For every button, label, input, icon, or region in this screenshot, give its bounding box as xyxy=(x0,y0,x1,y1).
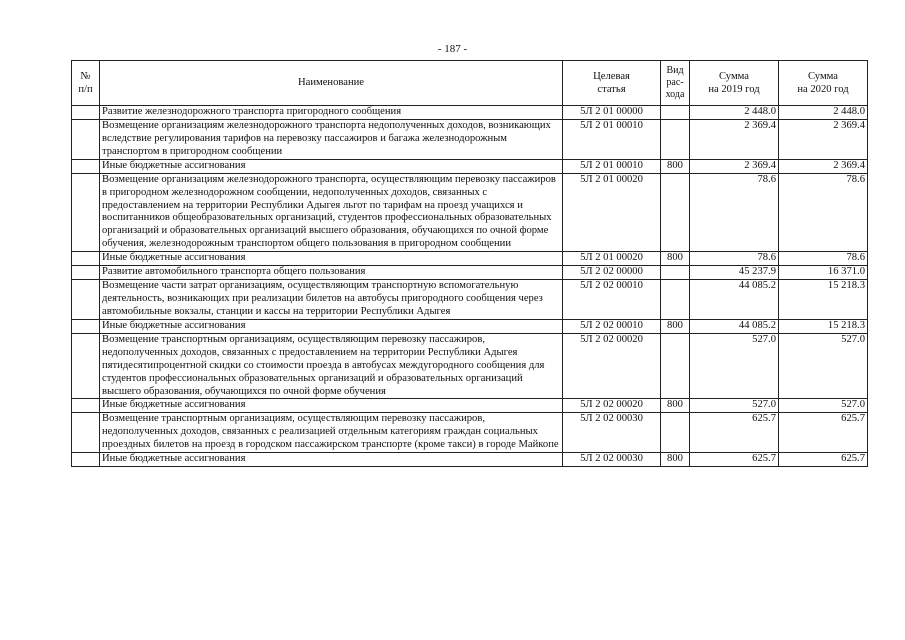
cell-name: Иные бюджетные ассигнования xyxy=(100,399,563,413)
table-row xyxy=(72,106,868,120)
header-sum-2019: Сумма на 2019 год xyxy=(690,61,779,106)
table-row xyxy=(72,120,868,160)
cell-num xyxy=(72,399,100,413)
header-code: Целевая статья xyxy=(563,61,661,106)
cell-sum-2020: 2 448.0 xyxy=(779,106,868,120)
cell-name: Иные бюджетные ассигнования xyxy=(100,252,563,266)
cell-code: 5Л 2 01 00020 xyxy=(563,173,661,251)
cell-sum-2019: 527.0 xyxy=(690,333,779,399)
cell-num xyxy=(72,252,100,266)
cell-name: Развитие автомобильного транспорта общего пользования xyxy=(100,266,563,280)
cell-name: Возмещение организациям железнодорожного транспорта, осуществляющим перевозку пассажиров в пригородном железнодорожном сообщении, недополученных доходов, связанных с предоставлением на территории Республики Адыгея льгот по тарифам на проезд учащихся и воспитанников общеобразовательных организаций, студентов профессиональных образовательных организаций и образовательных организаций высшего образования, обучающихся по очной форме обучения, железнодорожным транспортом общего пользования в пригородном сообщении xyxy=(100,173,563,251)
cell-name: Иные бюджетные ассигнования xyxy=(100,453,563,467)
cell-sum-2020: 15 218.3 xyxy=(779,319,868,333)
cell-vid xyxy=(661,120,690,160)
cell-num xyxy=(72,280,100,320)
cell-sum-2019: 2 448.0 xyxy=(690,106,779,120)
table-row xyxy=(72,173,868,251)
cell-vid: 800 xyxy=(661,399,690,413)
table-row xyxy=(72,333,868,399)
cell-num xyxy=(72,159,100,173)
cell-vid: 800 xyxy=(661,252,690,266)
cell-code: 5Л 2 01 00020 xyxy=(563,252,661,266)
cell-sum-2019: 527.0 xyxy=(690,399,779,413)
cell-sum-2019: 625.7 xyxy=(690,453,779,467)
cell-sum-2020: 2 369.4 xyxy=(779,120,868,160)
table-header-row xyxy=(72,61,868,106)
cell-name: Возмещение транспортным организациям, осуществляющим перевозку пассажиров, недополученных доходов, связанных с предоставлением на территории Республики Адыгея пятидесятипроцентной скидки со стоимости проезда в автобусах междугородного сообщения для студентов профессиональных образовательных организаций и образовательных организаций высшего образования, обучающихся по очной форме обучения xyxy=(100,333,563,399)
cell-sum-2019: 625.7 xyxy=(690,413,779,453)
cell-code: 5Л 2 02 00030 xyxy=(563,413,661,453)
cell-sum-2020: 78.6 xyxy=(779,252,868,266)
cell-sum-2020: 15 218.3 xyxy=(779,280,868,320)
cell-num xyxy=(72,173,100,251)
cell-num xyxy=(72,106,100,120)
table-row xyxy=(72,413,868,453)
cell-sum-2020: 625.7 xyxy=(779,413,868,453)
cell-vid: 800 xyxy=(661,159,690,173)
cell-sum-2019: 78.6 xyxy=(690,252,779,266)
cell-name: Иные бюджетные ассигнования xyxy=(100,159,563,173)
cell-sum-2019: 44 085.2 xyxy=(690,280,779,320)
cell-num xyxy=(72,453,100,467)
header-num: № п/п xyxy=(72,61,100,106)
header-sum-2020: Сумма на 2020 год xyxy=(779,61,868,106)
cell-sum-2020: 16 371.0 xyxy=(779,266,868,280)
cell-vid xyxy=(661,333,690,399)
cell-code: 5Л 2 02 00020 xyxy=(563,399,661,413)
cell-code: 5Л 2 02 00000 xyxy=(563,266,661,280)
cell-name: Возмещение части затрат организациям, осуществляющим транспортную вспомогательную деятельность, возникающих при реализации билетов на автобусы пригородного сообщения через автомобильные вокзалы, станции и кассы на территории Республики Адыгея xyxy=(100,280,563,320)
table-row xyxy=(72,159,868,173)
cell-name: Иные бюджетные ассигнования xyxy=(100,319,563,333)
cell-name: Возмещение транспортным организациям, осуществляющим перевозку пассажиров, недополученных доходов, связанных с реализацией отдельным категориям граждан социальных проездных билетов на проезд в городском пассажирском транспорте (кроме такси) в городе Майкопе xyxy=(100,413,563,453)
table-row xyxy=(72,319,868,333)
cell-code: 5Л 2 02 00020 xyxy=(563,333,661,399)
cell-sum-2019: 2 369.4 xyxy=(690,120,779,160)
cell-sum-2020: 625.7 xyxy=(779,453,868,467)
cell-sum-2020: 2 369.4 xyxy=(779,159,868,173)
cell-code: 5Л 2 02 00030 xyxy=(563,453,661,467)
header-vid: Вид рас- хода xyxy=(661,61,690,106)
cell-vid xyxy=(661,413,690,453)
cell-sum-2019: 44 085.2 xyxy=(690,319,779,333)
cell-code: 5Л 2 01 00010 xyxy=(563,120,661,160)
cell-sum-2020: 527.0 xyxy=(779,399,868,413)
table-body xyxy=(72,106,868,467)
table-row xyxy=(72,453,868,467)
cell-sum-2019: 45 237.9 xyxy=(690,266,779,280)
table-row xyxy=(72,266,868,280)
cell-num xyxy=(72,120,100,160)
table-row xyxy=(72,399,868,413)
cell-vid xyxy=(661,106,690,120)
cell-sum-2020: 527.0 xyxy=(779,333,868,399)
cell-sum-2019: 78.6 xyxy=(690,173,779,251)
cell-num xyxy=(72,413,100,453)
cell-vid: 800 xyxy=(661,453,690,467)
cell-name: Возмещение организациям железнодорожного транспорта недополученных доходов, возникающих вследствие регулирования тарифов на перевозку пассажиров и багажа железнодорожным транспортом в пригородном сообщении xyxy=(100,120,563,160)
cell-vid xyxy=(661,280,690,320)
page-number: - 187 - xyxy=(437,43,468,55)
table-row xyxy=(72,252,868,266)
cell-code: 5Л 2 01 00000 xyxy=(563,106,661,120)
table-row xyxy=(72,280,868,320)
cell-vid: 800 xyxy=(661,319,690,333)
cell-sum-2019: 2 369.4 xyxy=(690,159,779,173)
cell-code: 5Л 2 01 00010 xyxy=(563,159,661,173)
cell-num xyxy=(72,333,100,399)
cell-name: Развитие железнодорожного транспорта пригородного сообщения xyxy=(100,106,563,120)
budget-table xyxy=(71,60,868,467)
cell-vid xyxy=(661,173,690,251)
cell-sum-2020: 78.6 xyxy=(779,173,868,251)
cell-num xyxy=(72,319,100,333)
cell-code: 5Л 2 02 00010 xyxy=(563,319,661,333)
header-name: Наименование xyxy=(100,61,563,106)
cell-code: 5Л 2 02 00010 xyxy=(563,280,661,320)
cell-num xyxy=(72,266,100,280)
cell-vid xyxy=(661,266,690,280)
